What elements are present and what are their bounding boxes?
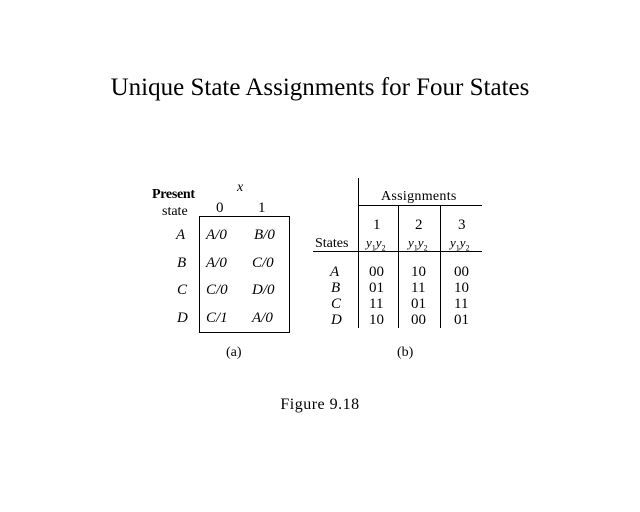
table-b-cell: 10 (411, 264, 426, 280)
assignment-column-1: 1 (373, 217, 381, 233)
table-a-bottom-border (199, 332, 290, 333)
figure-label: Figure 9.18 (280, 396, 360, 413)
table-a-right-border (289, 216, 290, 333)
page-title: Unique State Assignments for Four States (110, 74, 530, 101)
table-b-cell: 11 (411, 280, 426, 296)
table-a-cell: A/0 (206, 255, 227, 271)
table-a-cell: C/0 (206, 282, 228, 298)
variable-header: $y_1y_2$ (450, 235, 470, 253)
table-b-column-divider (398, 206, 399, 328)
table-b-caption: (b) (397, 345, 414, 360)
variable-header: $y_1y_2$ (366, 235, 386, 253)
table-a-cell: A/0 (206, 227, 227, 243)
table-b-assignments-rule (359, 205, 482, 206)
table-b-row-state: B (331, 280, 341, 296)
table-a-left-border (199, 216, 200, 333)
table-b-cell: 00 (369, 264, 384, 280)
present-state-header-line2: state (162, 204, 188, 219)
table-b-cell: 10 (369, 312, 384, 328)
assignment-column-3: 3 (458, 217, 466, 233)
table-a-cell: C/1 (206, 310, 228, 326)
table-a-cell: A/0 (252, 310, 273, 326)
table-a-row-state: D (177, 310, 188, 326)
table-b-cell: 01 (411, 296, 426, 312)
table-a-row-state: C (177, 282, 188, 298)
table-b-cell: 00 (411, 312, 426, 328)
table-b-row-state: A (330, 264, 340, 280)
table-b-column-divider (440, 206, 441, 328)
table-a-cell: B/0 (254, 227, 275, 243)
assignment-column-2: 2 (415, 217, 423, 233)
table-b-cell: 11 (369, 296, 384, 312)
table-a-cell: C/0 (252, 255, 274, 271)
table-a-row-state: A (176, 227, 186, 243)
variable-header: $y_1y_2$ (408, 235, 428, 253)
input-column-1: 1 (258, 200, 266, 216)
table-b-cell: 10 (454, 280, 469, 296)
table-b-cell: 00 (454, 264, 469, 280)
table-a-row-state: B (177, 255, 187, 271)
table-b-cell: 11 (454, 296, 469, 312)
assignments-header: Assignments (381, 189, 457, 204)
present-state-header-line1: Present (152, 187, 195, 202)
table-a-caption: (a) (226, 345, 242, 360)
table-b-cell: 01 (454, 312, 469, 328)
table-b-cell: 01 (369, 280, 384, 296)
table-b-states-divider (358, 178, 359, 328)
table-b-row-state: D (331, 312, 342, 328)
table-a-top-border (199, 216, 289, 217)
states-header: States (315, 236, 349, 251)
input-variable-label: x (237, 180, 244, 195)
table-b-row-state: C (331, 296, 342, 312)
table-a-cell: D/0 (252, 282, 275, 298)
input-column-0: 0 (216, 200, 224, 216)
